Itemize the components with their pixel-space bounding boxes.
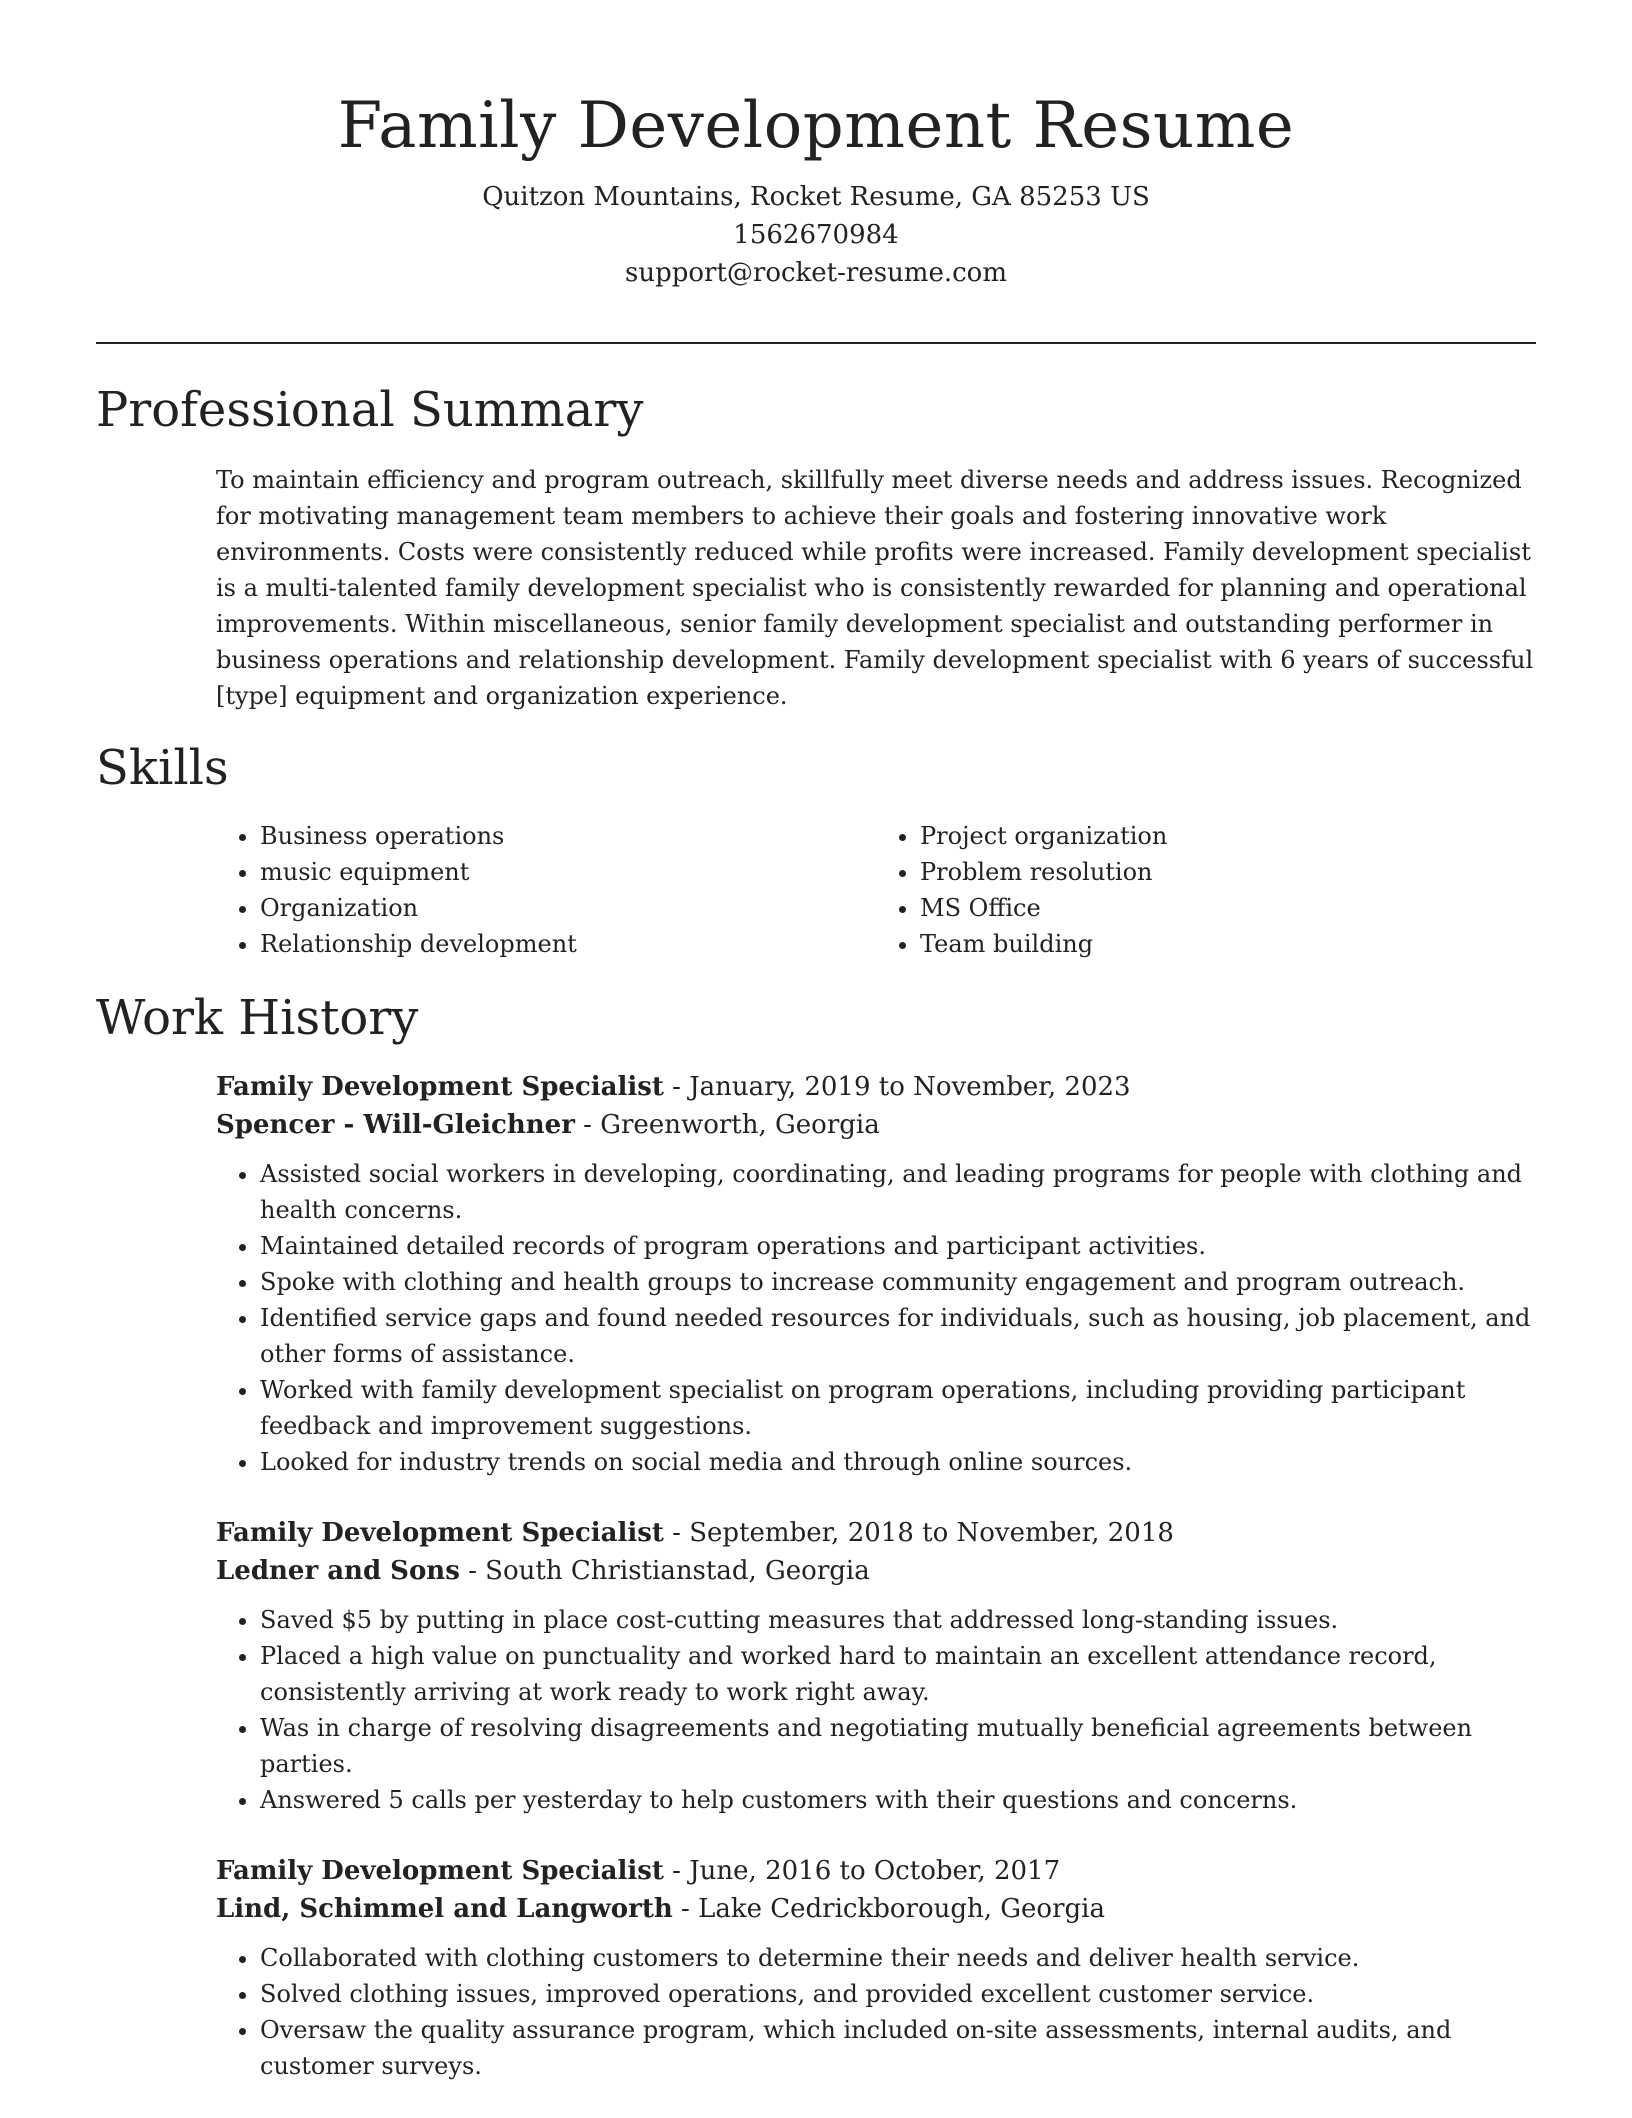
job-duty: • Assisted social workers in developing, coordinating, and leading programs for people with clothing and health concerns.: [260, 1156, 1538, 1228]
job-entry: [216, 1068, 1538, 1480]
job-company: Lind, Schimmel and Langworth: [216, 1894, 673, 1924]
job-company-line: [216, 1890, 1538, 1928]
job-duty: • Collaborated with clothing customers to determine their needs and deliver health service.: [260, 1940, 1538, 1976]
header-divider: [96, 342, 1536, 344]
resume-header: [0, 0, 1632, 292]
job-duty: • Placed a high value on punctuality and worked hard to maintain an excellent attendance record, consistently arriving at work ready to work right away.: [260, 1638, 1538, 1710]
job-location: - Greenworth, Georgia: [574, 1110, 880, 1140]
job-company-line: [216, 1552, 1538, 1590]
job-dates: - September, 2018 to November, 2018: [663, 1518, 1174, 1548]
job-location: - Lake Cedrickborough, Georgia: [672, 1894, 1105, 1924]
skill-item: • Problem resolution: [920, 854, 1536, 890]
job-title-line: [216, 1068, 1538, 1106]
job-title-line: [216, 1852, 1538, 1890]
resume-name: Family Development Resume: [337, 89, 1295, 163]
job-company-line: [216, 1106, 1538, 1144]
work-history: [216, 1068, 1538, 2118]
job-dates: - June, 2016 to October, 2017: [663, 1856, 1061, 1886]
skill-item: • Team building: [920, 926, 1536, 962]
job-duty: • Answered 5 calls per yesterday to help customers with their questions and concerns.: [260, 1782, 1538, 1818]
job-duty: • Identified service gaps and found needed resources for individuals, such as housing, job placement, and other forms of assistance.: [260, 1300, 1538, 1372]
job-duties: [216, 1940, 1538, 2084]
job-title: Family Development Specialist: [216, 1518, 664, 1548]
job-duties: [216, 1156, 1538, 1480]
skills-column-right: [876, 818, 1536, 962]
skill-item: • music equipment: [260, 854, 876, 890]
job-dates: - January, 2019 to November, 2023: [663, 1072, 1131, 1102]
job-duty: • Saved $5 by putting in place cost-cutting measures that addressed long-standing issues.: [260, 1602, 1538, 1638]
job-entry: [216, 1852, 1538, 2084]
contact-phone: 1562670984: [733, 220, 899, 250]
work-history-heading: Work History: [96, 990, 419, 1046]
job-title: Family Development Specialist: [216, 1072, 664, 1102]
summary-heading: Professional Summary: [96, 382, 644, 438]
summary-text: To maintain efficiency and program outreach, skillfully meet diverse needs and address issues. Recognized for motivating management team members to achieve their goals and fostering innovative work environments. Costs were consistently reduced while profits were increased. Family development specialist is a multi-talented family development specialist who is consistently rewarded for planning and operational improvements. Within miscellaneous, senior family development specialist and outstanding performer in business operations and relationship development. Family development specialist with 6 years of successful [type] equipment and organization experience.: [216, 466, 1534, 710]
job-duty: • Maintained detailed records of program operations and participant activities.: [260, 1228, 1538, 1264]
skills-column-left: [216, 818, 876, 962]
contact-email: support@rocket-resume.com: [624, 258, 1007, 288]
contact-address: Quitzon Mountains, Rocket Resume, GA 85253 US: [482, 182, 1150, 212]
job-title: Family Development Specialist: [216, 1856, 664, 1886]
job-location: - South Christianstad, Georgia: [459, 1556, 870, 1586]
job-title-line: [216, 1514, 1538, 1552]
job-duty: • Oversaw the quality assurance program, which included on-site assessments, internal audits, and customer surveys.: [260, 2012, 1538, 2084]
skill-item: • Business operations: [260, 818, 876, 854]
job-duty: • Looked for industry trends on social media and through online sources.: [260, 1444, 1538, 1480]
skill-item: • Relationship development: [260, 926, 876, 962]
job-duty: • Was in charge of resolving disagreements and negotiating mutually beneficial agreements between parties.: [260, 1710, 1538, 1782]
job-duty: • Spoke with clothing and health groups to increase community engagement and program outreach.: [260, 1264, 1538, 1300]
skills-list: [216, 818, 1536, 962]
skill-item: • MS Office: [920, 890, 1536, 926]
job-duty: • Solved clothing issues, improved operations, and provided excellent customer service.: [260, 1976, 1538, 2012]
skills-heading: Skills: [96, 740, 229, 796]
job-entry: [216, 1514, 1538, 1818]
contact-info: [0, 178, 1632, 292]
job-duty: • Worked with family development specialist on program operations, including providing participant feedback and improvement suggestions.: [260, 1372, 1538, 1444]
skill-item: • Organization: [260, 890, 876, 926]
job-company: Ledner and Sons: [216, 1556, 460, 1586]
job-company: Spencer - Will-Gleichner: [216, 1110, 575, 1140]
job-duties: [216, 1602, 1538, 1818]
skill-item: • Project organization: [920, 818, 1536, 854]
